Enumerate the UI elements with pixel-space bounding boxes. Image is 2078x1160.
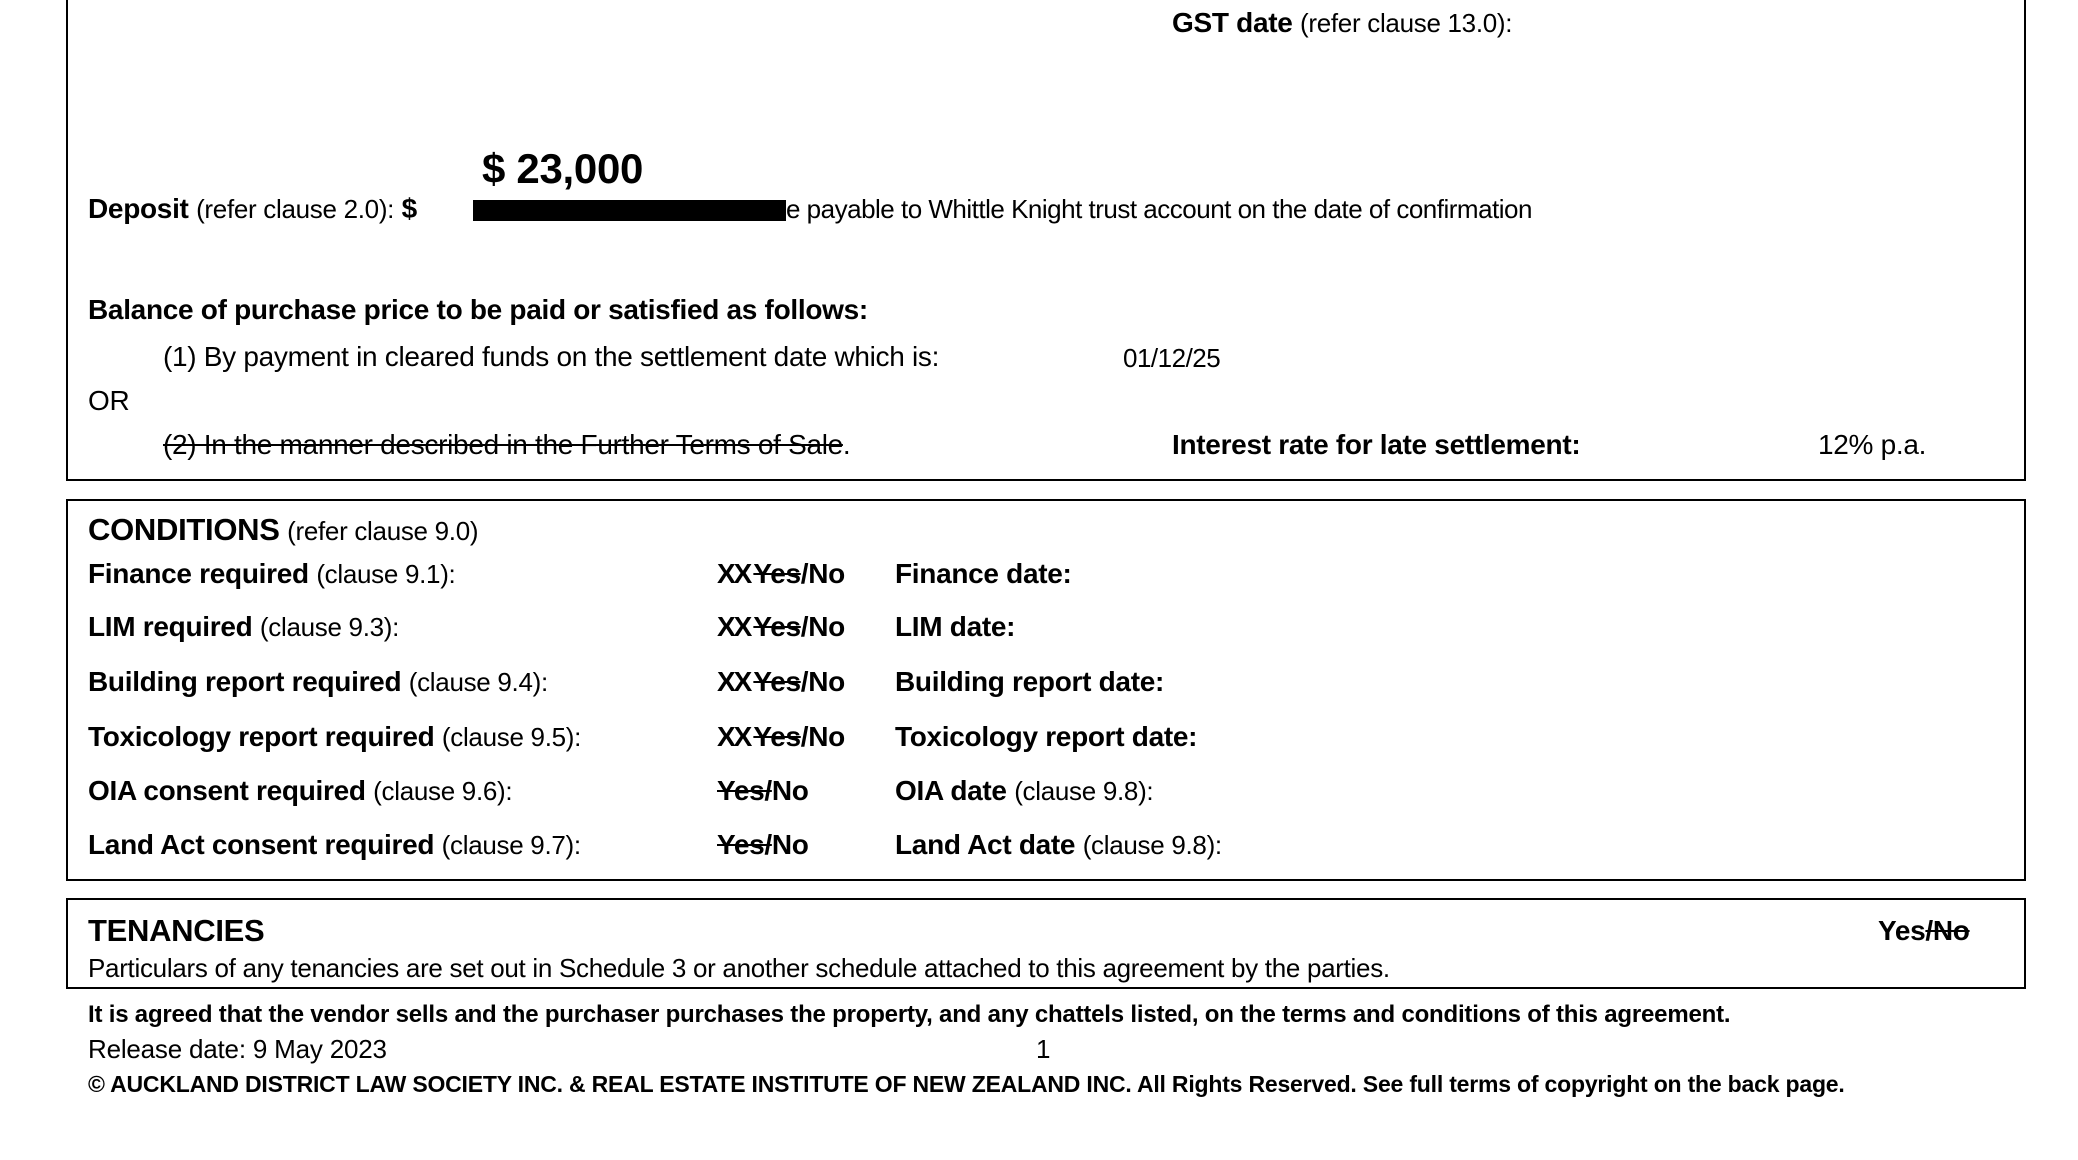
condition-name: Land Act consent required [88, 829, 435, 860]
deposit-line [88, 195, 417, 223]
deposit-amount: $ 23,000 [482, 145, 644, 192]
condition-name: LIM required [88, 611, 253, 642]
condition-label [88, 831, 581, 859]
conditions-heading: CONDITIONS [88, 512, 280, 547]
condition-ref: (clause 9.7): [441, 830, 581, 860]
yes-option: Yes [753, 611, 801, 642]
condition-date-ref: (clause 9.8): [1014, 776, 1154, 806]
no-option: /No [800, 558, 845, 589]
balance-option-1: (1) By payment in cleared funds on the settlement date which is: [163, 341, 940, 372]
condition-date-label: Land Act date [895, 829, 1076, 860]
gst-date [1172, 9, 1512, 37]
yes-option: Yes/ [717, 829, 772, 860]
condition-date-label: Finance date: [895, 558, 1072, 589]
cross-mark: XX [717, 558, 751, 589]
gst-label: GST date [1172, 7, 1293, 38]
deposit-ref: (refer clause 2.0): [196, 194, 395, 224]
yes-option: Yes/ [717, 775, 772, 806]
condition-date-ref: (clause 9.8): [1082, 830, 1222, 860]
condition-date-label: Building report date: [895, 666, 1165, 697]
conditions-ref: (refer clause 9.0) [287, 516, 479, 546]
condition-date [895, 831, 1222, 859]
copyright: © AUCKLAND DISTRICT LAW SOCIETY INC. & REAL ESTATE INSTITUTE OF NEW ZEALAND INC. All Rights Reserved. See full terms of copyright on the back page. [88, 1071, 1845, 1097]
condition-ref: (clause 9.6): [373, 776, 513, 806]
condition-ref: (clause 9.4): [408, 667, 548, 697]
deposit-dollar: $ [401, 193, 417, 224]
tenancies-yes-no[interactable] [1878, 917, 1970, 945]
tenancies-yes: Yes [1878, 915, 1926, 946]
condition-label [88, 560, 455, 588]
settlement-date[interactable]: 01/12/25 [1123, 343, 1221, 373]
condition-yes-no[interactable] [717, 613, 845, 641]
condition-label [88, 777, 512, 805]
condition-name: Finance required [88, 558, 309, 589]
condition-ref: (clause 9.1): [316, 559, 456, 589]
cross-mark: XX [717, 721, 751, 752]
condition-ref: (clause 9.5): [441, 722, 582, 752]
condition-name: Toxicology report required [88, 721, 435, 752]
yes-option: Yes [753, 666, 801, 697]
deposit-text: e payable to Whittle Knight trust account on the date of confirmation [786, 194, 1532, 224]
no-option: No [771, 829, 809, 860]
balance-option-2 [163, 431, 850, 459]
condition-name: OIA consent required [88, 775, 366, 806]
cross-mark: XX [717, 666, 751, 697]
condition-yes-no[interactable] [717, 668, 845, 696]
no-option: /No [800, 721, 845, 752]
cross-mark: XX [717, 611, 751, 642]
condition-date [895, 560, 1072, 588]
condition-label [88, 613, 399, 641]
condition-name: Building report required [88, 666, 402, 697]
interest-label: Interest rate for late settlement: [1172, 429, 1581, 460]
condition-yes-no[interactable] [717, 831, 809, 859]
conditions-title [88, 514, 478, 545]
gst-ref: (refer clause 13.0): [1300, 8, 1513, 38]
no-option: No [771, 775, 809, 806]
tenancies-text: Particulars of any tenancies are set out in Schedule 3 or another schedule attached to this agreement by the parties. [88, 953, 1390, 983]
condition-yes-no[interactable] [717, 777, 809, 805]
deposit-label: Deposit [88, 193, 189, 224]
condition-date-label: OIA date [895, 775, 1007, 806]
condition-yes-no[interactable] [717, 723, 845, 751]
condition-date [895, 613, 1015, 641]
condition-date [895, 723, 1197, 751]
condition-date [895, 668, 1164, 696]
option-2-period: . [842, 429, 851, 460]
condition-date-label: Toxicology report date: [895, 721, 1198, 752]
condition-yes-no[interactable] [717, 560, 845, 588]
tenancies-no-struck: /No [1925, 915, 1970, 946]
redaction-bar [473, 200, 786, 221]
no-option: /No [800, 666, 845, 697]
no-option: /No [800, 611, 845, 642]
condition-label [88, 723, 581, 751]
yes-option: Yes [753, 721, 801, 752]
interest-value[interactable]: 12% p.a. [1818, 429, 1927, 460]
yes-option: Yes [753, 558, 801, 589]
release-date: Release date: 9 May 2023 [88, 1034, 387, 1064]
price-section-box [66, 0, 2026, 481]
option-2-struck: (2) In the manner described in the Further Terms of Sale [163, 429, 843, 460]
or-label: OR [88, 385, 130, 416]
condition-label [88, 668, 548, 696]
agreement-statement: It is agreed that the vendor sells and the purchaser purchases the property, and any chattels listed, on the terms and conditions of this agreement. [88, 1001, 1731, 1028]
tenancies-heading: TENANCIES [88, 913, 265, 948]
condition-date-label: LIM date: [895, 611, 1016, 642]
condition-ref: (clause 9.3): [259, 612, 400, 642]
balance-heading: Balance of purchase price to be paid or satisfied as follows: [88, 294, 868, 325]
condition-date [895, 777, 1153, 805]
page-number: 1 [1036, 1034, 1051, 1064]
